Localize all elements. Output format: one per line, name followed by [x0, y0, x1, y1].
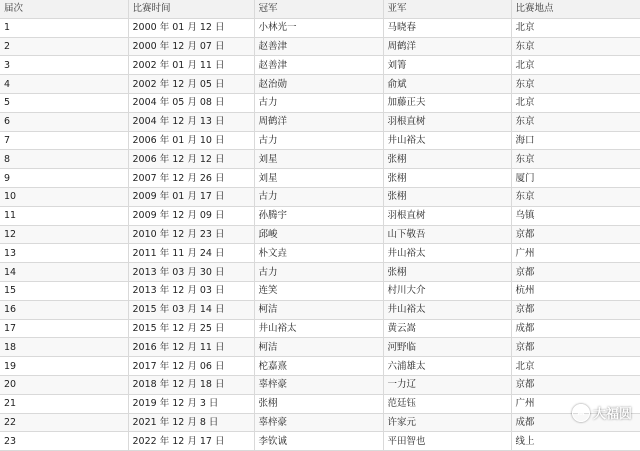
cell-date: 2019 年 12 月 3 日: [128, 394, 254, 413]
cell-session: 3: [0, 56, 128, 75]
cell-date: 2002 年 12 月 05 日: [128, 75, 254, 94]
table-row: [0, 187, 640, 206]
cell-champion: 小林光一: [254, 18, 383, 37]
table-row: [0, 75, 640, 94]
header-venue: 比赛地点: [511, 0, 640, 18]
cell-date: 2021 年 12 月 8 日: [128, 413, 254, 432]
table-row: [0, 37, 640, 56]
cell-venue: 京都: [511, 338, 640, 357]
cell-champion: 周鹤洋: [254, 112, 383, 131]
cell-session: 14: [0, 263, 128, 282]
table-row: [0, 432, 640, 451]
table-row: [0, 394, 640, 413]
cell-session: 15: [0, 281, 128, 300]
cell-venue: 杭州: [511, 281, 640, 300]
table-row: [0, 281, 640, 300]
header-champion: 冠军: [254, 0, 383, 18]
cell-date: 2009 年 12 月 09 日: [128, 206, 254, 225]
cell-venue: 成都: [511, 319, 640, 338]
header-runner-up: 亚军: [383, 0, 511, 18]
cell-date: 2004 年 05 月 08 日: [128, 93, 254, 112]
cell-champion: 古力: [254, 187, 383, 206]
table-body: [0, 18, 640, 450]
cell-runner-up: 村川大介: [383, 281, 511, 300]
cell-venue: 京都: [511, 375, 640, 394]
cell-runner-up: 许家元: [383, 413, 511, 432]
cell-session: 19: [0, 357, 128, 376]
cell-date: 2011 年 11 月 24 日: [128, 244, 254, 263]
cell-runner-up: 范廷钰: [383, 394, 511, 413]
cell-date: 2010 年 12 月 23 日: [128, 225, 254, 244]
cell-date: 2000 年 12 月 07 日: [128, 37, 254, 56]
cell-session: 2: [0, 37, 128, 56]
cell-champion: 辜梓豪: [254, 375, 383, 394]
cell-date: 2004 年 12 月 13 日: [128, 112, 254, 131]
cell-session: 20: [0, 375, 128, 394]
cell-date: 2015 年 03 月 14 日: [128, 300, 254, 319]
table-row: [0, 244, 640, 263]
cell-runner-up: 黄云嵩: [383, 319, 511, 338]
cell-champion: 柯洁: [254, 338, 383, 357]
cell-session: 5: [0, 93, 128, 112]
cell-champion: 井山裕太: [254, 319, 383, 338]
table-row: [0, 150, 640, 169]
cell-champion: 孙腾宇: [254, 206, 383, 225]
cell-runner-up: 周鹤洋: [383, 37, 511, 56]
cell-venue: 东京: [511, 37, 640, 56]
table-row: [0, 375, 640, 394]
cell-session: 16: [0, 300, 128, 319]
cell-runner-up: 河野临: [383, 338, 511, 357]
table-row: [0, 93, 640, 112]
table-row: [0, 18, 640, 37]
cell-session: 1: [0, 18, 128, 37]
cell-session: 22: [0, 413, 128, 432]
cell-runner-up: 六浦雄太: [383, 357, 511, 376]
cell-runner-up: 一力辽: [383, 375, 511, 394]
cell-session: 18: [0, 338, 128, 357]
cell-venue: 东京: [511, 187, 640, 206]
cell-venue: 北京: [511, 357, 640, 376]
cell-champion: 古力: [254, 93, 383, 112]
cell-runner-up: 俞斌: [383, 75, 511, 94]
table-row: [0, 263, 640, 282]
cell-runner-up: 张栩: [383, 169, 511, 188]
cell-venue: 成都: [511, 413, 640, 432]
cell-date: 2018 年 12 月 18 日: [128, 375, 254, 394]
table-row: [0, 112, 640, 131]
cell-session: 13: [0, 244, 128, 263]
cell-champion: 柁嘉熹: [254, 357, 383, 376]
cell-date: 2013 年 12 月 03 日: [128, 281, 254, 300]
header-date: 比赛时间: [128, 0, 254, 18]
cell-champion: 古力: [254, 263, 383, 282]
cell-runner-up: 张栩: [383, 150, 511, 169]
cell-date: 2007 年 12 月 26 日: [128, 169, 254, 188]
table-row: [0, 56, 640, 75]
cell-date: 2015 年 12 月 25 日: [128, 319, 254, 338]
cell-date: 2002 年 01 月 11 日: [128, 56, 254, 75]
cell-champion: 刘星: [254, 169, 383, 188]
cell-venue: 东京: [511, 150, 640, 169]
cell-venue: 北京: [511, 56, 640, 75]
cell-champion: 李钦诚: [254, 432, 383, 451]
table-row: [0, 169, 640, 188]
cell-venue: 京都: [511, 225, 640, 244]
cell-champion: 赵善津: [254, 37, 383, 56]
cell-date: 2006 年 01 月 10 日: [128, 131, 254, 150]
cell-session: 6: [0, 112, 128, 131]
cell-champion: 连笑: [254, 281, 383, 300]
cell-runner-up: 山下敬吾: [383, 225, 511, 244]
cell-session: 9: [0, 169, 128, 188]
cell-champion: 柯洁: [254, 300, 383, 319]
cell-runner-up: 羽根直树: [383, 206, 511, 225]
cell-session: 4: [0, 75, 128, 94]
cell-runner-up: 马晓春: [383, 18, 511, 37]
cell-venue: 京都: [511, 300, 640, 319]
cell-venue: 广州: [511, 244, 640, 263]
cell-session: 7: [0, 131, 128, 150]
cell-runner-up: 井山裕太: [383, 131, 511, 150]
cell-session: 8: [0, 150, 128, 169]
cell-venue: 东京: [511, 112, 640, 131]
cell-champion: 赵善津: [254, 56, 383, 75]
cell-venue: 乌镇: [511, 206, 640, 225]
table-row: [0, 319, 640, 338]
cell-champion: 辜梓豪: [254, 413, 383, 432]
table-row: [0, 225, 640, 244]
table-row: [0, 338, 640, 357]
cell-runner-up: 张栩: [383, 263, 511, 282]
table-row: [0, 300, 640, 319]
cell-venue: 广州: [511, 394, 640, 413]
cell-runner-up: 井山裕太: [383, 300, 511, 319]
cell-date: 2000 年 01 月 12 日: [128, 18, 254, 37]
cell-date: 2022 年 12 月 17 日: [128, 432, 254, 451]
cell-champion: 赵治勋: [254, 75, 383, 94]
header-row: [0, 0, 640, 18]
cell-date: 2006 年 12 月 12 日: [128, 150, 254, 169]
cell-champion: 张栩: [254, 394, 383, 413]
table-row: [0, 413, 640, 432]
cell-runner-up: 平田智也: [383, 432, 511, 451]
cell-session: 21: [0, 394, 128, 413]
cell-venue: 线上: [511, 432, 640, 451]
cell-session: 11: [0, 206, 128, 225]
cell-runner-up: 刘箐: [383, 56, 511, 75]
cell-venue: 北京: [511, 93, 640, 112]
cell-runner-up: 张栩: [383, 187, 511, 206]
cell-venue: 厦门: [511, 169, 640, 188]
cell-venue: 北京: [511, 18, 640, 37]
cell-champion: 古力: [254, 131, 383, 150]
cell-date: 2009 年 01 月 17 日: [128, 187, 254, 206]
cell-date: 2016 年 12 月 11 日: [128, 338, 254, 357]
cell-runner-up: 加藤正夫: [383, 93, 511, 112]
cell-venue: 京都: [511, 263, 640, 282]
cell-champion: 邱峻: [254, 225, 383, 244]
cell-champion: 朴文垚: [254, 244, 383, 263]
logo-circle-icon: [572, 404, 590, 422]
cell-session: 10: [0, 187, 128, 206]
cell-session: 12: [0, 225, 128, 244]
cell-runner-up: 井山裕太: [383, 244, 511, 263]
cell-session: 23: [0, 432, 128, 451]
cell-venue: 东京: [511, 75, 640, 94]
table-row: [0, 206, 640, 225]
table-row: [0, 131, 640, 150]
cell-session: 17: [0, 319, 128, 338]
cell-venue: 海口: [511, 131, 640, 150]
watermark-text: 大福圆: [592, 407, 632, 422]
cell-date: 2013 年 03 月 30 日: [128, 263, 254, 282]
table-row: [0, 357, 640, 376]
cell-date: 2017 年 12 月 06 日: [128, 357, 254, 376]
watermark: [572, 403, 632, 422]
cell-champion: 刘星: [254, 150, 383, 169]
cell-runner-up: 羽根直树: [383, 112, 511, 131]
header-session: 届次: [0, 0, 128, 18]
